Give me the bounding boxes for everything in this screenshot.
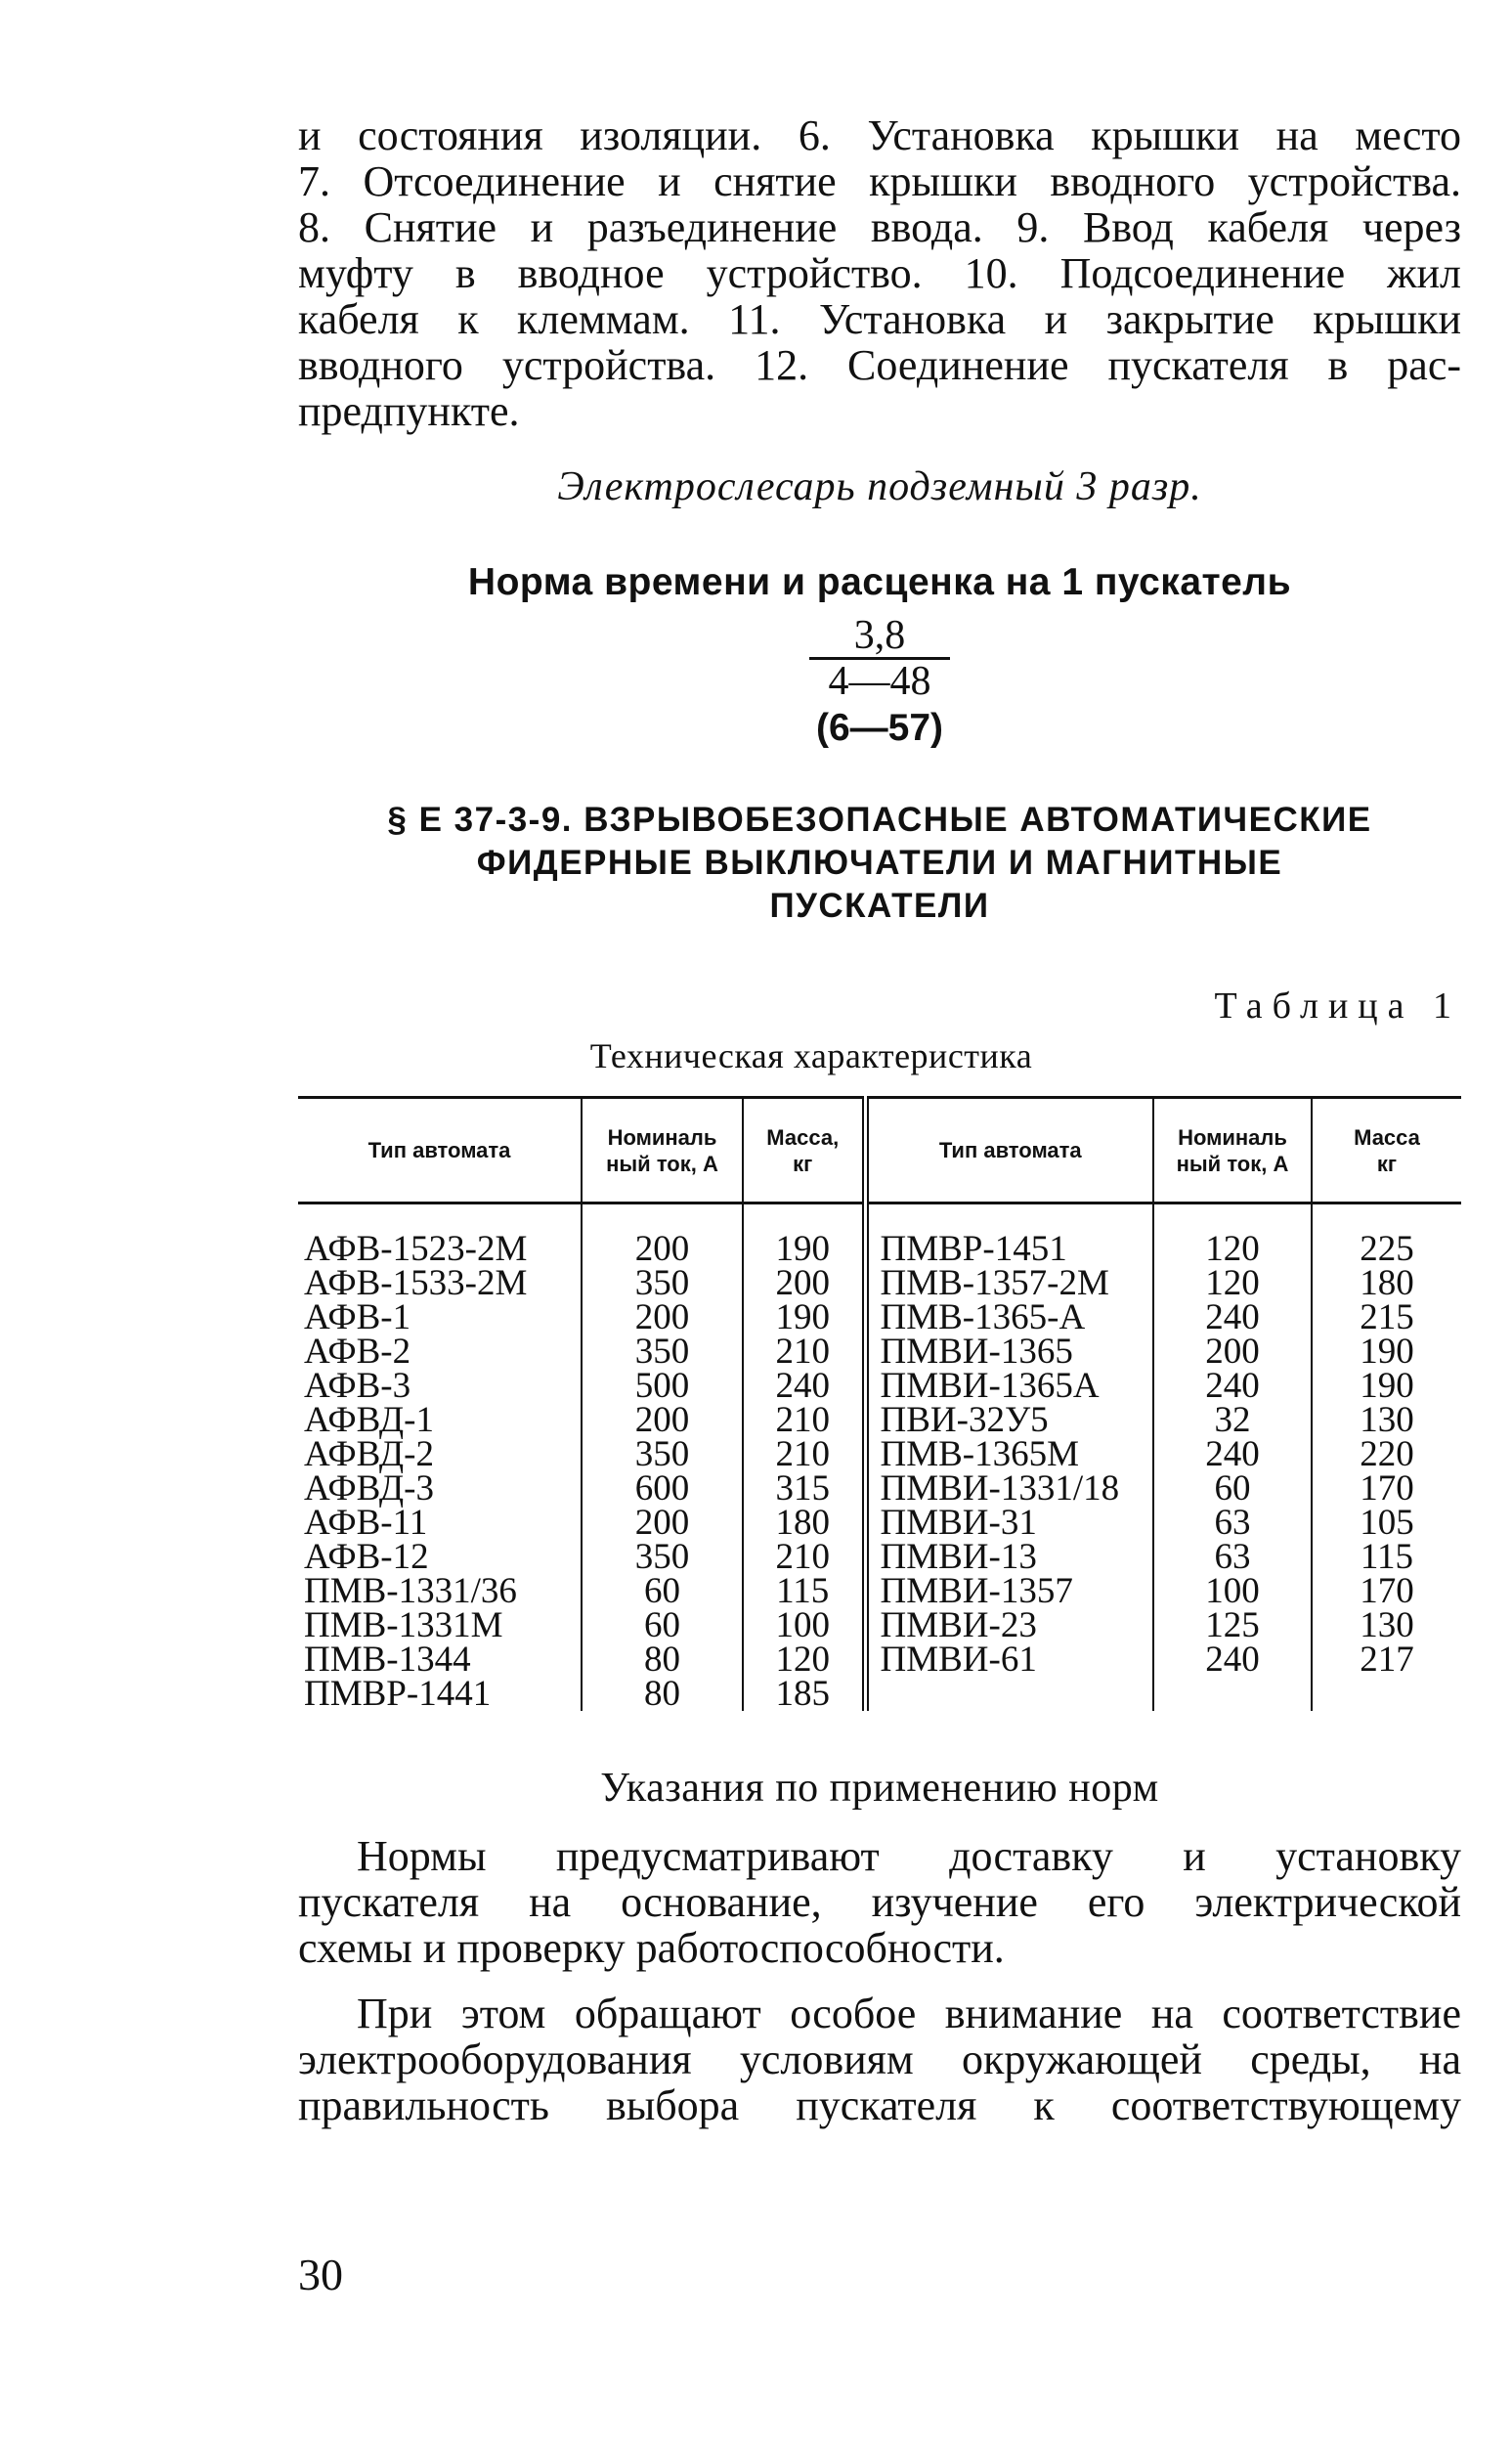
- table-row: [298, 1403, 1461, 1437]
- cell-type: ПМВИ-1365А: [865, 1369, 1153, 1403]
- norm-title: Норма времени и расценка на 1 пускатель: [467, 561, 1292, 603]
- intro-line: муфту в вводное устройство. 10. Подсоединение жил: [298, 249, 1461, 297]
- cell-mass: 210: [743, 1334, 865, 1369]
- intro-line: кабеля к клеммам. 11. Установка и закрытие крышки: [298, 295, 1461, 343]
- table-row: [298, 1608, 1461, 1642]
- guide-section: [298, 1833, 1461, 2128]
- table-caption: Техническая характеристика: [589, 1036, 1033, 1075]
- cell-type: ПМВИ-61: [865, 1642, 1153, 1677]
- cell-mass: 105: [1312, 1506, 1461, 1540]
- header-type: Тип автомата: [865, 1098, 1153, 1203]
- cell-mass: [1312, 1677, 1461, 1711]
- cell-type: АФВ-1: [304, 1297, 411, 1337]
- cell-type: ПМВ-1365-А: [865, 1300, 1153, 1334]
- cell-type: ПМВИ-1365: [865, 1334, 1153, 1369]
- guide-line: электрооборудования условиям окружающей среды, на: [298, 2035, 1461, 2083]
- cell-current: 80: [582, 1677, 743, 1711]
- cell-current: 80: [582, 1642, 743, 1677]
- cell-mass: 190: [1312, 1369, 1461, 1403]
- cell-type: ПВИ-32У5: [865, 1403, 1153, 1437]
- header-mass-line: Масса,: [766, 1124, 840, 1150]
- cell-type: АФВ-1533-2М: [304, 1263, 528, 1303]
- guide-line: При этом обращают особое внимание на соответствие: [357, 1990, 1461, 2037]
- table-body: [298, 1203, 1461, 1712]
- intro-line: и состояния изоляции. 6. Установка крышки на место: [298, 111, 1461, 159]
- guide-title: Указания по применению норм: [600, 1766, 1159, 1811]
- cell-current: 200: [582, 1506, 743, 1540]
- cell-mass: 200: [743, 1266, 865, 1300]
- cell-type: ПМВ-1365М: [865, 1437, 1153, 1471]
- cell-mass: 190: [743, 1203, 865, 1267]
- cell-mass: 190: [1312, 1334, 1461, 1369]
- intro-paragraph: [298, 112, 1461, 434]
- intro-line: предпункте.: [298, 387, 520, 435]
- cell-current: 240: [1153, 1300, 1312, 1334]
- table-row: [298, 1437, 1461, 1471]
- cell-current: 60: [582, 1608, 743, 1642]
- header-current: [1153, 1098, 1312, 1203]
- table-row: [298, 1266, 1461, 1300]
- cell-mass: 215: [1312, 1300, 1461, 1334]
- cell-current: 240: [1153, 1642, 1312, 1677]
- table-row: [298, 1369, 1461, 1403]
- header-mass-line: кг: [793, 1151, 813, 1176]
- intro-line: вводного устройства. 12. Соединение пускателя в рас-: [298, 341, 1461, 389]
- document-page: [298, 112, 1461, 2128]
- cell-mass: 217: [1312, 1642, 1461, 1677]
- cell-type: ПМВИ-23: [865, 1608, 1153, 1642]
- section-heading-line: ПУСКАТЕЛИ: [769, 887, 990, 925]
- header-mass-line: Масса: [1354, 1124, 1420, 1150]
- header-type: Тип автомата: [298, 1098, 582, 1203]
- cell-current: 600: [582, 1471, 743, 1506]
- cell-type: АФВ-12: [304, 1537, 429, 1577]
- cell-mass: 220: [1312, 1437, 1461, 1471]
- header-current: [582, 1098, 743, 1203]
- intro-line: 8. Снятие и разъединение ввода. 9. Ввод кабеля через: [298, 203, 1461, 251]
- cell-mass: 130: [1312, 1608, 1461, 1642]
- cell-type: ПМВИ-31: [865, 1506, 1153, 1540]
- header-mass: [743, 1098, 865, 1203]
- cell-current: 240: [1153, 1369, 1312, 1403]
- cell-mass: 170: [1312, 1574, 1461, 1608]
- norm-fraction: [298, 614, 1461, 750]
- cell-type: ПМВ-1331М: [304, 1605, 503, 1645]
- cell-current: [1153, 1677, 1312, 1711]
- executor-label: Электрослесарь подземный 3 разр.: [557, 464, 1202, 509]
- cell-current: 350: [582, 1437, 743, 1471]
- header-current-line: Номиналь: [607, 1124, 717, 1150]
- cell-type: АФВД-2: [304, 1434, 434, 1474]
- cell-mass: 180: [743, 1506, 865, 1540]
- table-row: [298, 1471, 1461, 1506]
- cell-mass: 130: [1312, 1403, 1461, 1437]
- cell-current: 120: [1153, 1203, 1312, 1267]
- cell-mass: 210: [743, 1437, 865, 1471]
- cell-current: 32: [1153, 1403, 1312, 1437]
- cell-mass: 225: [1312, 1203, 1461, 1267]
- cell-current: 125: [1153, 1608, 1312, 1642]
- table-row: [298, 1540, 1461, 1574]
- cell-current: 63: [1153, 1506, 1312, 1540]
- table-row: [298, 1300, 1461, 1334]
- cell-type: ПМВИ-13: [865, 1540, 1153, 1574]
- cell-current: 200: [582, 1203, 743, 1267]
- table-row: [298, 1506, 1461, 1540]
- cell-mass: 210: [743, 1403, 865, 1437]
- cell-current: 200: [582, 1300, 743, 1334]
- norm-time: 3,8: [809, 614, 950, 660]
- cell-current: 500: [582, 1369, 743, 1403]
- cell-mass: 315: [743, 1471, 865, 1506]
- table-row: [298, 1677, 1461, 1711]
- intro-line: 7. Отсоединение и снятие крышки вводного устройства.: [298, 157, 1461, 205]
- cell-mass: 240: [743, 1369, 865, 1403]
- guide-paragraph: [298, 1833, 1461, 1971]
- header-mass: [1312, 1098, 1461, 1203]
- guide-line: Нормы предусматривают доставку и установку: [357, 1832, 1461, 1880]
- cell-type: АФВД-3: [304, 1468, 434, 1509]
- table-label: Таблица 1: [1214, 985, 1461, 1027]
- section-heading: [298, 799, 1461, 928]
- guide-line: пускателя на основание, изучение его электрической: [298, 1878, 1461, 1926]
- cell-type: ПМВ-1331/36: [304, 1571, 517, 1611]
- cell-type: АФВД-1: [304, 1400, 434, 1440]
- guide-line: схемы и проверку работоспособности.: [298, 1924, 1005, 1972]
- cell-mass: 170: [1312, 1471, 1461, 1506]
- cell-mass: 180: [1312, 1266, 1461, 1300]
- cell-current: 350: [582, 1540, 743, 1574]
- cell-type: АФВ-3: [304, 1366, 411, 1406]
- cell-type: АФВ-1523-2М: [304, 1229, 528, 1269]
- cell-type: ПМВ-1357-2М: [865, 1266, 1153, 1300]
- cell-type: [865, 1677, 1153, 1711]
- norm-price-alt: (6—57): [815, 707, 944, 749]
- cell-mass: 190: [743, 1300, 865, 1334]
- cell-mass: 115: [1312, 1540, 1461, 1574]
- cell-current: 60: [1153, 1471, 1312, 1506]
- norm-price: 4—48: [828, 659, 931, 704]
- table-header-row: [298, 1098, 1461, 1203]
- header-mass-line: кг: [1376, 1151, 1398, 1176]
- cell-current: 200: [1153, 1334, 1312, 1369]
- page-number: 30: [298, 2250, 343, 2299]
- section-heading-line: § Е 37-3-9. ВЗРЫВОБЕЗОПАСНЫЕ АВТОМАТИЧЕСКИЕ: [387, 801, 1372, 839]
- cell-current: 63: [1153, 1540, 1312, 1574]
- cell-current: 100: [1153, 1574, 1312, 1608]
- spec-table: [298, 1096, 1461, 1714]
- cell-current: 240: [1153, 1437, 1312, 1471]
- table-row: [298, 1203, 1461, 1267]
- cell-mass: 115: [743, 1574, 865, 1608]
- cell-current: 350: [582, 1334, 743, 1369]
- cell-type: ПМВ-1344: [304, 1640, 471, 1680]
- guide-line: правильность выбора пускателя к соответствующему: [298, 2081, 1461, 2129]
- cell-mass: 210: [743, 1540, 865, 1574]
- cell-current: 120: [1153, 1266, 1312, 1300]
- cell-current: 350: [582, 1266, 743, 1300]
- header-current-line: Номиналь: [1178, 1124, 1287, 1150]
- cell-current: 60: [582, 1574, 743, 1608]
- header-current-line: ный ток, А: [606, 1151, 718, 1176]
- cell-type: ПМВИ-1357: [865, 1574, 1153, 1608]
- cell-mass: 185: [743, 1677, 865, 1711]
- cell-mass: 120: [743, 1642, 865, 1677]
- cell-mass: 100: [743, 1608, 865, 1642]
- cell-current: 200: [582, 1403, 743, 1437]
- section-heading-line: ФИДЕРНЫЕ ВЫКЛЮЧАТЕЛИ И МАГНИТНЫЕ: [476, 844, 1283, 882]
- guide-paragraph: [298, 1991, 1461, 2128]
- table-row: [298, 1334, 1461, 1369]
- table-row: [298, 1642, 1461, 1677]
- cell-type: АФВ-2: [304, 1332, 411, 1372]
- header-current-line: ный ток, А: [1176, 1151, 1289, 1176]
- cell-type: ПМВИ-1331/18: [865, 1471, 1153, 1506]
- table-row: [298, 1574, 1461, 1608]
- cell-type: ПМВР-1451: [865, 1203, 1153, 1267]
- cell-type: ПМВР-1441: [304, 1674, 492, 1714]
- cell-type: АФВ-11: [304, 1503, 428, 1543]
